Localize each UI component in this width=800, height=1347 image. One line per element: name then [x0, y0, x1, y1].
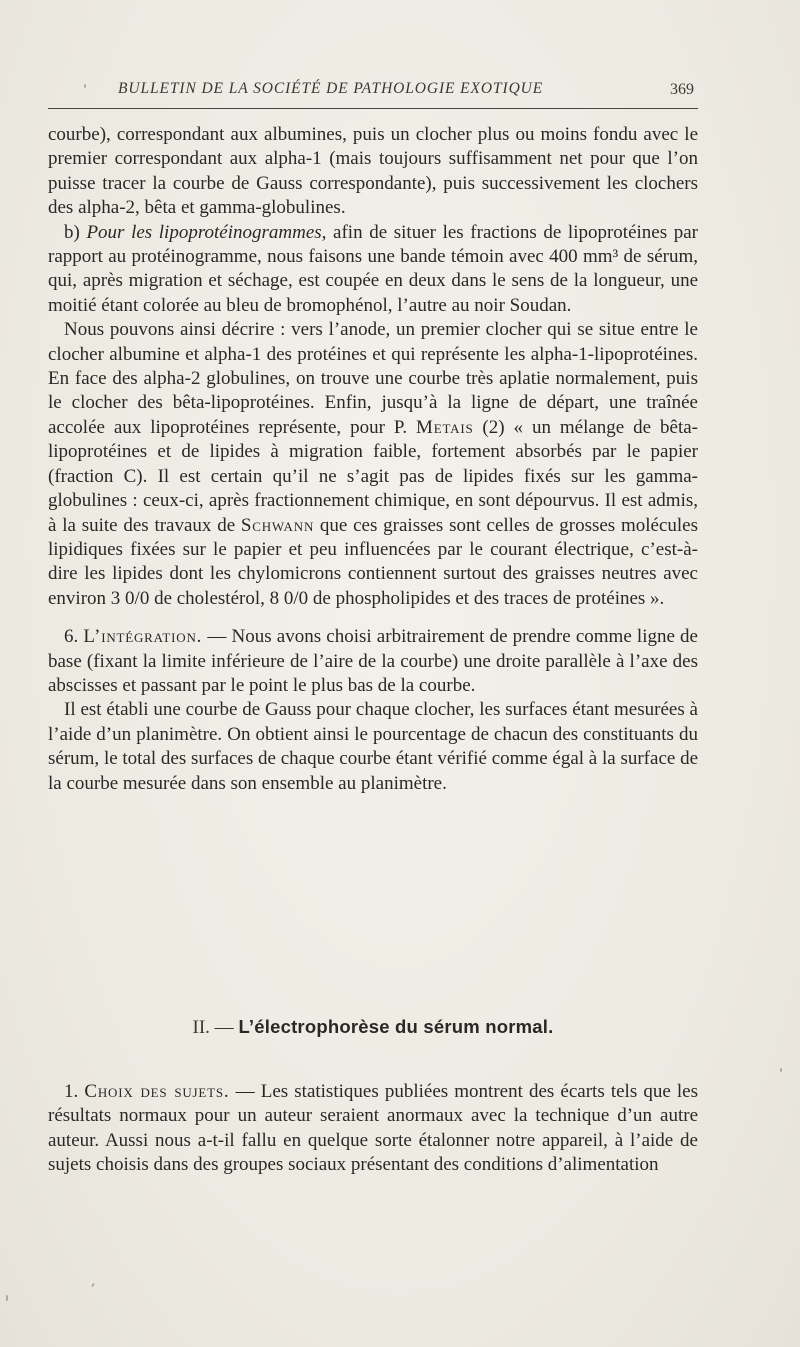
paragraph-text: (2) « un mélange de bêta-lipoprotéines et de lipides à migration faible, fortement absorbés par le papier (fraction C). Il est certain qu’il ne s’agit pas de lipides fixés sur les gamma-globulines : ceux-ci, après fractionnement chimique, en sont dépourvus. Il est admis, à la suite des travaux de [48, 416, 698, 536]
page-number: 369 [670, 81, 694, 98]
paragraph-choix-sujets [48, 1080, 698, 1178]
running-head: BULLETIN DE LA SOCIÉTÉ DE PATHOLOGIE EXOTIQUE [118, 80, 544, 97]
scan-speck [6, 1295, 8, 1301]
scan-speck [84, 84, 86, 88]
scan-speck [780, 1068, 782, 1072]
body-text-continued [48, 1080, 698, 1178]
section-heading [48, 1016, 698, 1039]
scan-speck [91, 1283, 95, 1287]
item-heading: Pour les lipoprotéinogrammes, [86, 221, 327, 243]
paragraph-lipoproteinogrammes [48, 221, 698, 319]
item-marker: b) [64, 221, 87, 243]
body-text [48, 123, 698, 796]
author-name-metais: Metais [416, 416, 474, 438]
section-number: II. — [192, 1017, 239, 1038]
item-number: 1. [64, 1081, 85, 1102]
paragraph-integration [48, 625, 698, 698]
paragraph-text: — Les statistiques publiées montrent des écarts tels que les résultats normaux pour un auteur seraient anormaux avec la technique d’un autre auteur. Aussi nous a-t-il fallu en quelque sorte étalonner notre appareil, à l’aide de sujets choisis dans des groupes sociaux présentant des conditions d’alimentation [48, 1081, 699, 1176]
item-number: 6. [64, 626, 84, 648]
paragraph-text: — Nous avons choisi arbitrairement de prendre comme ligne de base (fixant la limite inférieure de l’aire de la courbe) une droite parallèle à l’axe des abscisses et passant par le point le plus bas de la courbe. [48, 626, 698, 696]
paragraph-text: que ces graisses sont celles de grosses molécules lipidiques fixées sur le papier et peu influencées par le courant électrique, c’est-à-dire les lipides dont les chylomicrons contiennent surtout des graisses neutres avec environ 3 0/0 de cholestérol, 8 0/0 de phospholipides et des traces de protéines ». [48, 514, 698, 609]
item-heading: L’intégration. [83, 626, 203, 648]
paragraph-text: Nous pouvons ainsi décrire : vers l’anode, un premier clocher qui se situe entre le clocher albumine et alpha-1 des protéines et qui représente les alpha-1-lipoprotéines. En face des alpha-2 globulines, on trouve une courbe très aplatie normalement, puis le clocher des bêta-lipoprotéines. Enfin, jusqu’à la ligne de départ, une traînée accolée aux lipoprotéines représente, pour P. [48, 319, 698, 438]
author-name-schwann: Schwann [240, 514, 315, 536]
header-rule [48, 108, 698, 109]
page-header [48, 78, 698, 104]
item-heading: Choix des sujets. [84, 1081, 230, 1102]
section-title: L’électrophorèse du sérum normal. [238, 1016, 554, 1037]
paragraph-gauss: Il est établi une courbe de Gauss pour chaque clocher, les surfaces étant mesurées à l’aide d’un planimètre. On obtient ainsi le pourcentage de chacun des constituants du sérum, le total des surfaces de chaque courbe étant vérifié comme égal à la surface de la courbe mesurée dans son ensemble au planimètre. [48, 699, 698, 794]
paragraph-text: afin de situer les fractions de lipoprotéines par rapport au protéinogramme, nous faisons une bande témoin avec 400 mm³ de sérum, qui, après migration et séchage, est coupée en deux dans le sens de la longueur, une moitié étant colorée au bleu de bromophénol, l’autre au noir Soudan. [48, 221, 698, 316]
paragraph-description [48, 318, 698, 611]
paragraph-albumines: courbe), correspondant aux albumines, puis un clocher plus ou moins fondu avec le premier correspondant aux alpha-1 (mais toujours suffisamment net pour que l’on puisse tracer la courbe de Gauss correspondante), puis successivement les clochers des alpha-2, bêta et gamma-globulines. [48, 124, 698, 219]
